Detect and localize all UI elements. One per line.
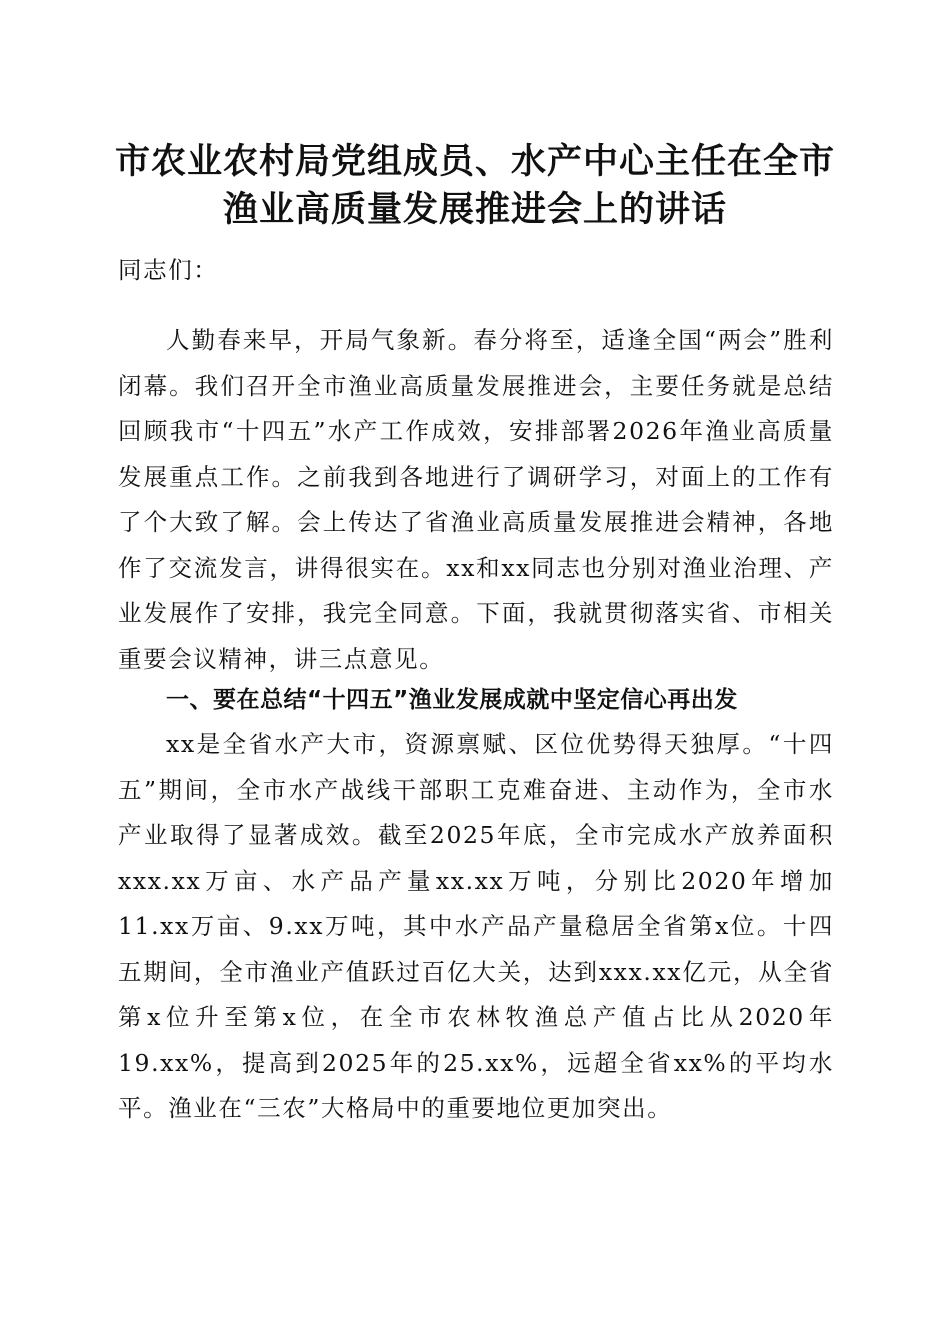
paragraph-intro: 人勤春来早，开局气象新。春分将至，适逢全国“两会”胜利闭幕。我们召开全市渔业高质量发展推进会，主要任务就是总结回顾我市“十四五”水产工作成效，安排部署2026年渔业高质量发展重点工作。之前我到各地进行了调研学习，对面上的工作有了个大致了解。会上传达了省渔业高质量发展推进会精神，各地作了交流发言，讲得很实在。xx和xx同志也分别对渔业治理、产业发展作了安排，我完全同意。下面，我就贯彻落实省、市相关重要会议精神，讲三点意见。 [118, 326, 834, 673]
title-line-2: 渔业高质量发展推进会上的讲话 [222, 189, 727, 230]
salutation: 同志们： [118, 256, 219, 284]
document-title [90, 138, 860, 234]
section-heading-1: 一、要在总结“十四五”渔业发展成就中坚定信心再出发 [166, 687, 738, 713]
paragraph-achievements: xx是全省水产大市，资源禀赋、区位优势得天独厚。“十四五”期间，全市水产战线干部职工克难奋进、主动作为，全市水产业取得了显著成效。截至2025年底，全市完成水产放养面积xxx.xx万亩、水产品产量xx.xx万吨，分别比2020年增加11.xx万亩、9.xx万吨，其中水产品产量稳居全省第x位。十四五期间，全市渔业产值跃过百亿大关，达到xxx.xx亿元，从全省第x位升至第x位，在全市农林牧渔总产值占比从2020年19.xx%，提高到2025年的25.xx%，远超全省xx%的平均水平。渔业在“三农”大格局中的重要地位更加突出。 [118, 730, 834, 1122]
title-line-1: 市农业农村局党组成员、水产中心主任在全市 [114, 141, 835, 182]
